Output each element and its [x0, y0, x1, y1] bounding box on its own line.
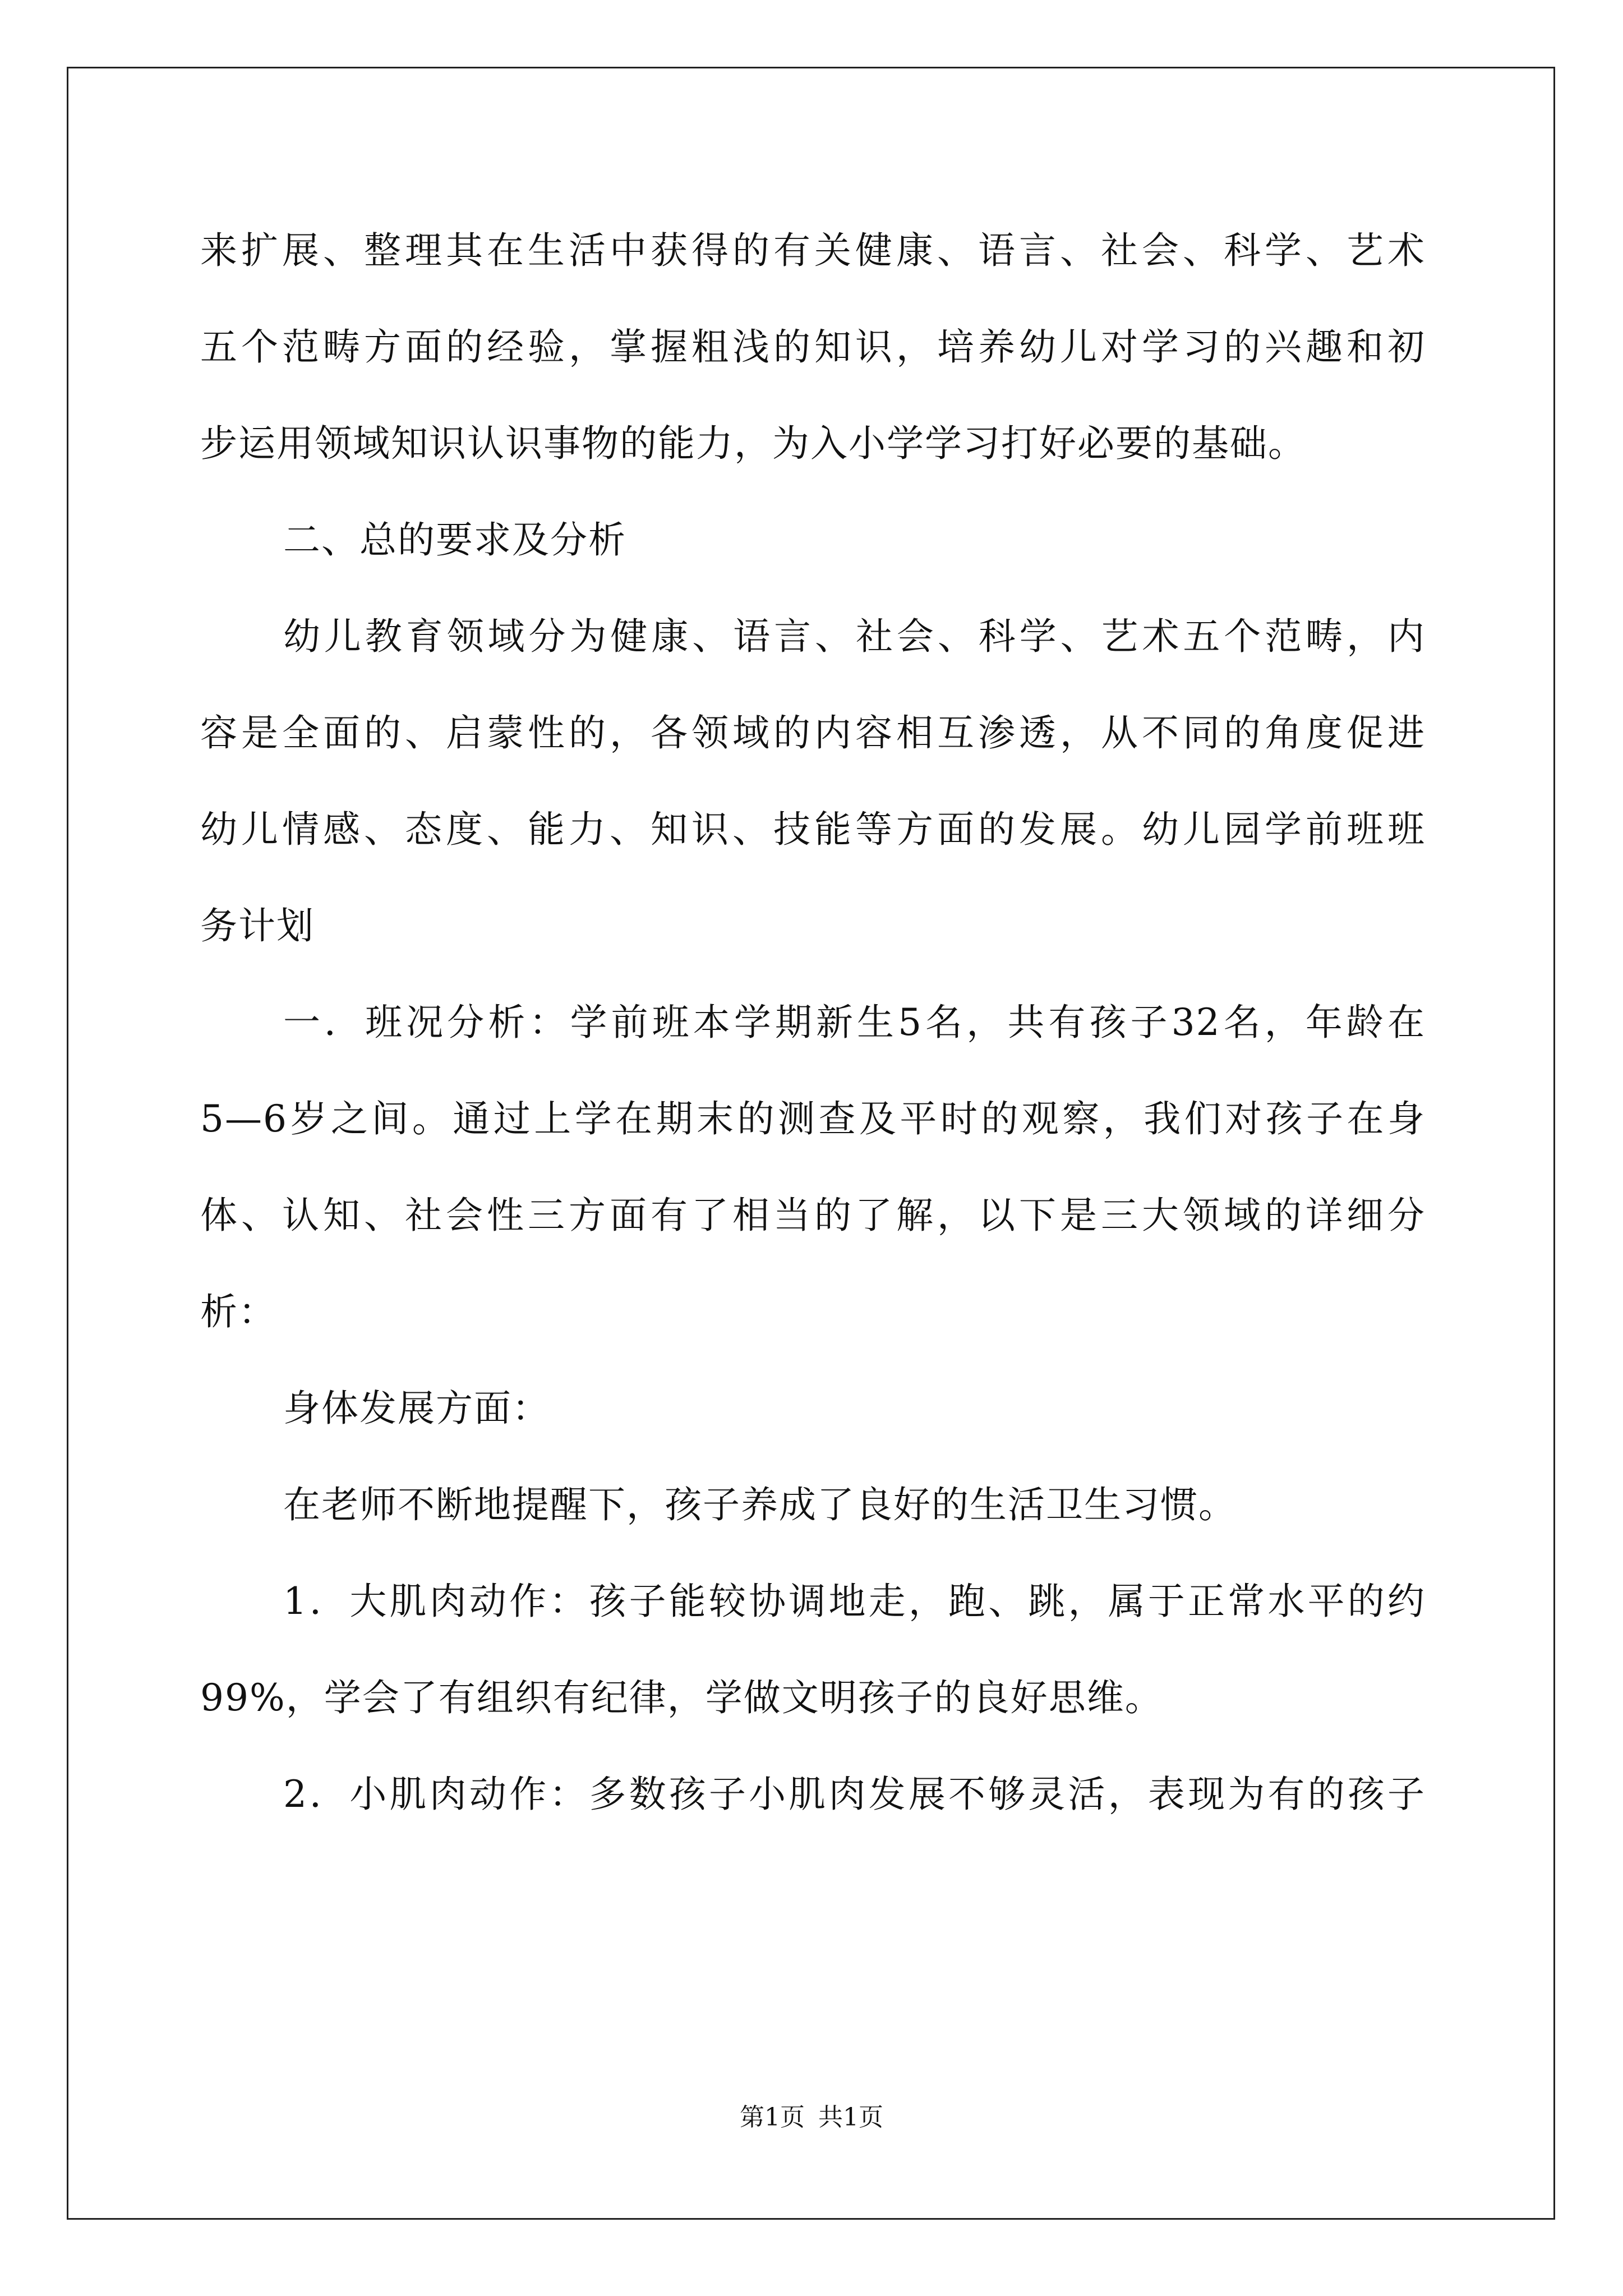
- text-line: 1．大肌肉动作：孩子能较协调地走，跑、跳，属于正常水平的约: [283, 1580, 1426, 1623]
- text-line: 一．班况分析：学前班本学期新生5名，共有孩子32名，年龄在: [283, 1001, 1426, 1044]
- text-line: 五个范畴方面的经验，掌握粗浅的知识，培养幼儿对学习的兴趣和初: [200, 325, 1426, 369]
- text-line: 来扩展、整理其在生活中获得的有关健康、语言、社会、科学、艺术: [200, 229, 1426, 272]
- text-line: 体、认知、社会性三方面有了相当的了解，以下是三大领域的详细分: [200, 1194, 1426, 1237]
- text-line: 在老师不断地提醒下，孩子养成了良好的生活卫生习惯。: [283, 1483, 1237, 1526]
- page-footer: 第1页 共1页: [740, 2103, 883, 2132]
- text-line: 99%，学会了有组织有纪律，学做文明孩子的良好思维。: [200, 1676, 1163, 1719]
- text-line: 容是全面的、启蒙性的，各领域的内容相互渗透，从不同的角度促进: [200, 711, 1426, 754]
- subsection-heading: 身体发展方面：: [283, 1387, 550, 1430]
- section-heading: 二、总的要求及分析: [283, 518, 626, 562]
- text-line: 幼儿教育领域分为健康、语言、社会、科学、艺术五个范畴，内: [283, 615, 1426, 658]
- text-line: 务计划: [200, 904, 315, 947]
- text-line: 2．小肌肉动作：多数孩子小肌肉发展不够灵活，表现为有的孩子: [283, 1773, 1426, 1816]
- text-line: 幼儿情感、态度、能力、知识、技能等方面的发展。幼儿园学前班班: [200, 808, 1426, 851]
- text-line: 步运用领域知识认识事物的能力，为入小学学习打好必要的基础。: [200, 422, 1306, 465]
- document-body: [200, 222, 1426, 1862]
- text-line: 5—6岁之间。通过上学在期末的测查及平时的观察，我们对孩子在身: [200, 1097, 1426, 1140]
- text-line: 析：: [200, 1290, 276, 1333]
